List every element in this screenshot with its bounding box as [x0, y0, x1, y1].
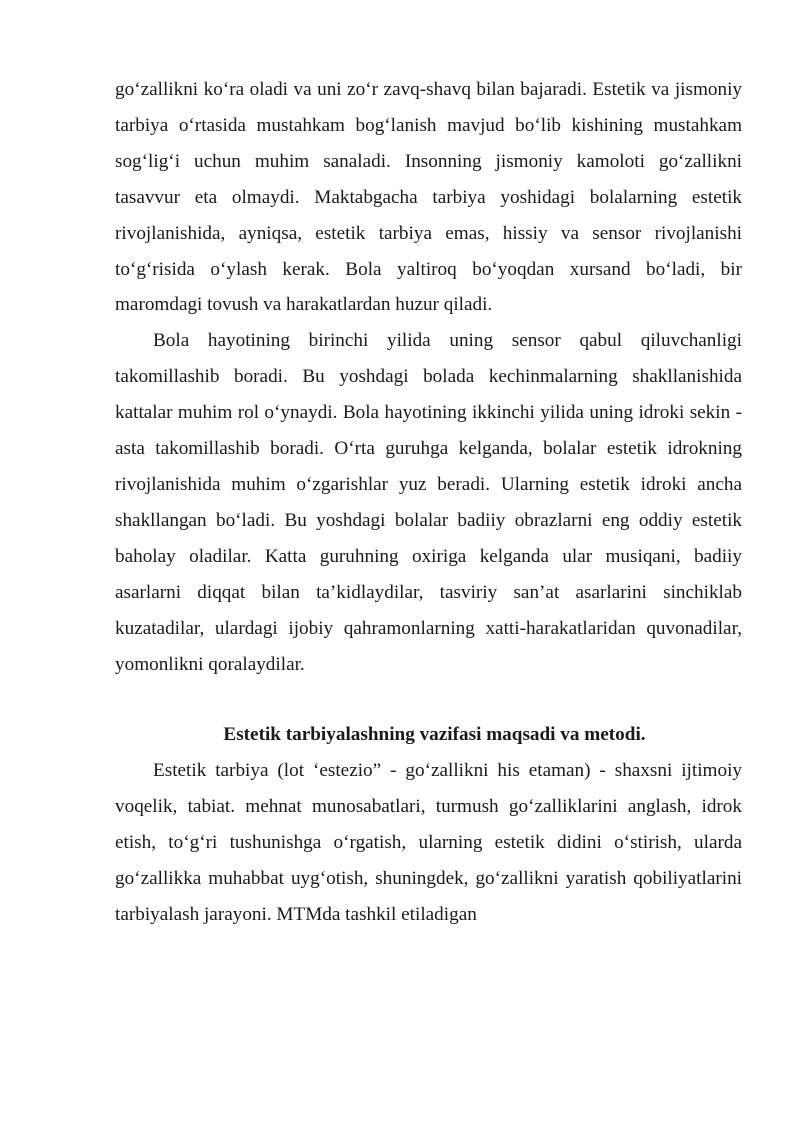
paragraph-aesthetic-definition: Estetik tarbiya (lot ‘estezio” - go‘zallikni his etaman) - shaxsni ijtimoiy voqelik, tabiat. mehnat munosabatlari, turmush go‘zalliklarini anglash, idrok etish, to‘g‘ri tushunishga o‘rgatish, ularning estetik didini o‘stirish, ularda go‘zallikka muhabbat uyg‘otish, shuningdek, go‘zallikni yaratish qobiliyatlarini tarbiyalash jarayoni. MTMda tashkil etiladigan: [115, 760, 742, 925]
document-page: [115, 72, 742, 933]
paragraph-sensor-development: Bola hayotining birinchi yilida uning sensor qabul qiluvchanligi takomillashib boradi. Bu yoshdagi bolada kechinmalarning shakllanishida kattalar muhim rol o‘ynaydi. Bola hayotining ikkinchi yilida uning idroki sekin - asta takomillashib boradi. O‘rta guruhga kelganda, bolalar estetik idrokning rivojlanishida muhim o‘zgarishlar yuz beradi. Ularning estetik idroki ancha shakllangan bo‘ladi. Bu yoshdagi bolalar badiiy obrazlarni eng oddiy estetik baholay oladilar. Katta guruhning oxiriga kelganda ular musiqani, badiiy asarlarni diqqat bilan ta’kidlaydilar, tasviriy san’at asarlarini sinchiklab kuzatadilar, ulardagi ijobiy qahramonlarning xatti-harakatlaridan quvonadilar, yomonlikni qoralaydilar.: [115, 330, 742, 675]
paragraph-continuation: go‘zallikni ko‘ra oladi va uni zo‘r zavq-shavq bilan bajaradi. Estetik va jismoniy tarbiya o‘rtasida mustahkam bog‘lanish mavjud bo‘lib kishining mustahkam sog‘lig‘i uchun muhim sanaladi. Insonning jismoniy kamoloti go‘zallikni tasavvur eta olmaydi. Maktabgacha tarbiya yoshidagi bolalarning estetik rivojlanishida, ayniqsa, estetik tarbiya emas, hissiy va sensor rivojlanishi to‘g‘risida o‘ylash kerak. Bola yaltiroq bo‘yoqdan xursand bo‘ladi, bir maromdagi tovush va harakatlardan huzur qiladi.: [115, 79, 742, 316]
section-heading: Estetik tarbiyalashning vazifasi maqsadi va metodi.: [223, 724, 646, 746]
